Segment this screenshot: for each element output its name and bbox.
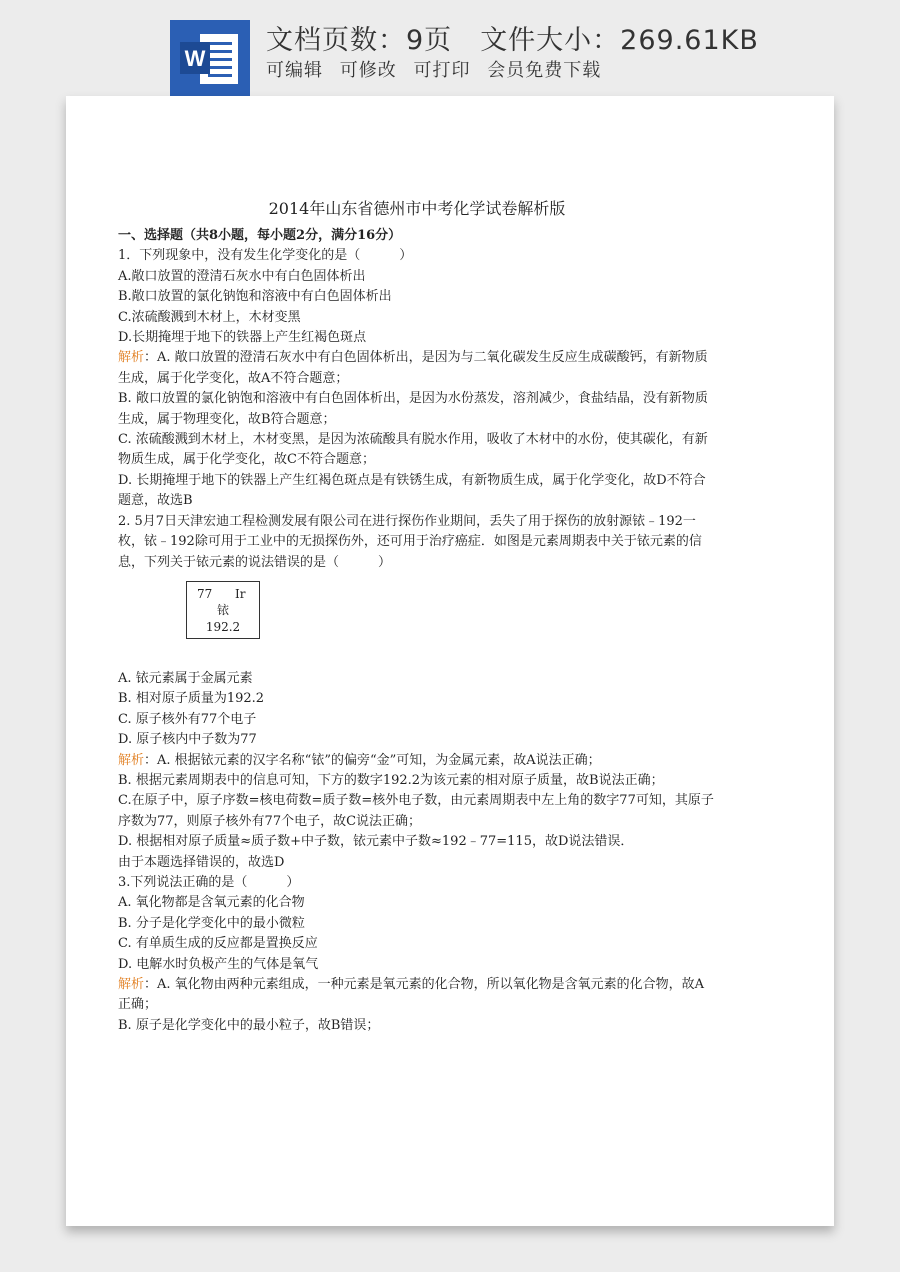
banner-features — [266, 56, 611, 82]
feature-member-download: 会员免费下载 — [487, 60, 602, 81]
question-3-option-d: D. 电解水时负极产生的气体是氧气 — [118, 956, 319, 972]
question-1-option-b: B.敞口放置的氯化钠饱和溶液中有白色固体析出 — [118, 289, 392, 305]
svg-text:W: W — [184, 46, 206, 71]
question-2-analysis: 解析：A. 根据铱元素的汉字名称“铱”的偏旁“金”可知，为金属元素，故A说法正确； — [118, 752, 601, 768]
file-size: 文件大小：269.61KB — [480, 25, 759, 56]
question-1-analysis: 解析：A. 敞口放置的澄清石灰水中有白色固体析出，是因为与二氧化碳发生反应生成碳酸钙，有新物质生成，属于化学变化，故A不符合题意； — [118, 350, 708, 386]
question-1-analysis-d: D. 长期掩埋于地下的铁器上产生红褐色斑点是有铁锈生成，有新物质生成，属于化学变化，故D不符合题意，故选B — [118, 472, 706, 509]
analysis-label: 解析 — [118, 977, 145, 992]
section-heading: 一、选择题（共8小题，每小题2分，满分16分） — [118, 228, 402, 243]
question-2-analysis-d: D. 根据相对原子质量≈质子数+中子数，铱元素中子数≈192﹣77=115，故D说法错误． — [118, 834, 634, 850]
atomic-number: 77 — [197, 586, 213, 601]
element-name: 铱 — [216, 602, 229, 617]
question-2-option-a: A. 铱元素属于金属元素 — [118, 670, 253, 686]
page-count: 文档页数：9页 — [266, 25, 453, 56]
question-2-analysis-b: B. 根据元素周期表中的信息可知，下方的数字192.2为该元素的相对原子质量，故B说法正确； — [118, 772, 664, 788]
question-1-option-c: C.浓硫酸溅到木材上，木材变黑 — [118, 309, 301, 325]
banner-info — [266, 18, 759, 57]
question-1-option-a: A.敞口放置的澄清石灰水中有白色固体析出 — [118, 268, 366, 284]
question-3-analysis-b: B. 原子是化学变化中的最小粒子，故B错误； — [118, 1017, 380, 1033]
question-2-option-c: C. 原子核外有77个电子 — [118, 711, 257, 727]
document-title: 2014年山东省德州市中考化学试卷解析版 — [268, 199, 566, 218]
question-1-analysis-b: B. 敞口放置的氯化钠饱和溶液中有白色固体析出，是因为水份蒸发，溶剂减少，食盐结晶，没有新物质生成，属于物理变化，故B符合题意； — [118, 391, 708, 427]
question-2-answer: 由于本题选择错误的，故选D — [118, 854, 285, 870]
analysis-label: 解析 — [118, 350, 145, 366]
question-3-option-a: A. 氧化物都是含氧元素的化合物 — [118, 895, 305, 911]
question-1-stem: 1．下列现象中，没有发生化学变化的是（ ） — [118, 248, 413, 264]
atomic-mass: 192.2 — [205, 619, 241, 634]
element-card — [186, 581, 260, 639]
feature-printable: 可打印 — [413, 60, 471, 81]
word-icon — [170, 20, 250, 96]
question-3-option-c: C. 有单质生成的反应都是置换反应 — [118, 936, 318, 952]
element-symbol: Ir — [235, 586, 246, 601]
question-2-option-d: D. 原子核内中子数为77 — [118, 732, 257, 748]
question-3-stem: 3.下列说法正确的是（ ） — [118, 874, 300, 890]
question-1-option-d: D.长期掩埋于地下的铁器上产生红褐色斑点 — [118, 330, 367, 346]
question-2-option-b: B. 相对原子质量为192.2 — [118, 691, 265, 707]
analysis-label: 解析 — [118, 752, 145, 768]
feature-editable: 可编辑 — [266, 60, 323, 81]
question-1-analysis-c: C. 浓硫酸溅到木材上，木材变黑，是因为浓硫酸具有脱水作用，吸收了木材中的水份，使其碳化，有新物质生成，属于化学变化，故C不符合题意； — [118, 432, 708, 468]
question-2-stem: 2. 5月7日天津宏迪工程检测发展有限公司在进行探伤作业期间，丢失了用于探伤的放射源铱﹣192一枚，铱﹣192除可用于工业中的无损探伤外，还可用于治疗癌症．如图是元素周期表中关于铱元素的信息，下列关于铱元素的说法错误的是（ ） — [118, 513, 702, 570]
question-3-option-b: B. 分子是化学变化中的最小微粒 — [118, 915, 305, 931]
document-body — [118, 196, 716, 1036]
question-3-analysis: 解析：A. 氧化物由两种元素组成，一种元素是氧元素的化合物，所以氧化物是含氧元素的化合物，故A正确； — [118, 977, 705, 1013]
question-2-analysis-c: C.在原子中，原子序数=核电荷数=质子数=核外电子数，由元素周期表中左上角的数字77可知，其原子序数为77，则原子核外有77个电子，故C说法正确； — [118, 793, 714, 829]
download-banner — [0, 0, 900, 96]
feature-modifiable: 可修改 — [339, 60, 397, 81]
